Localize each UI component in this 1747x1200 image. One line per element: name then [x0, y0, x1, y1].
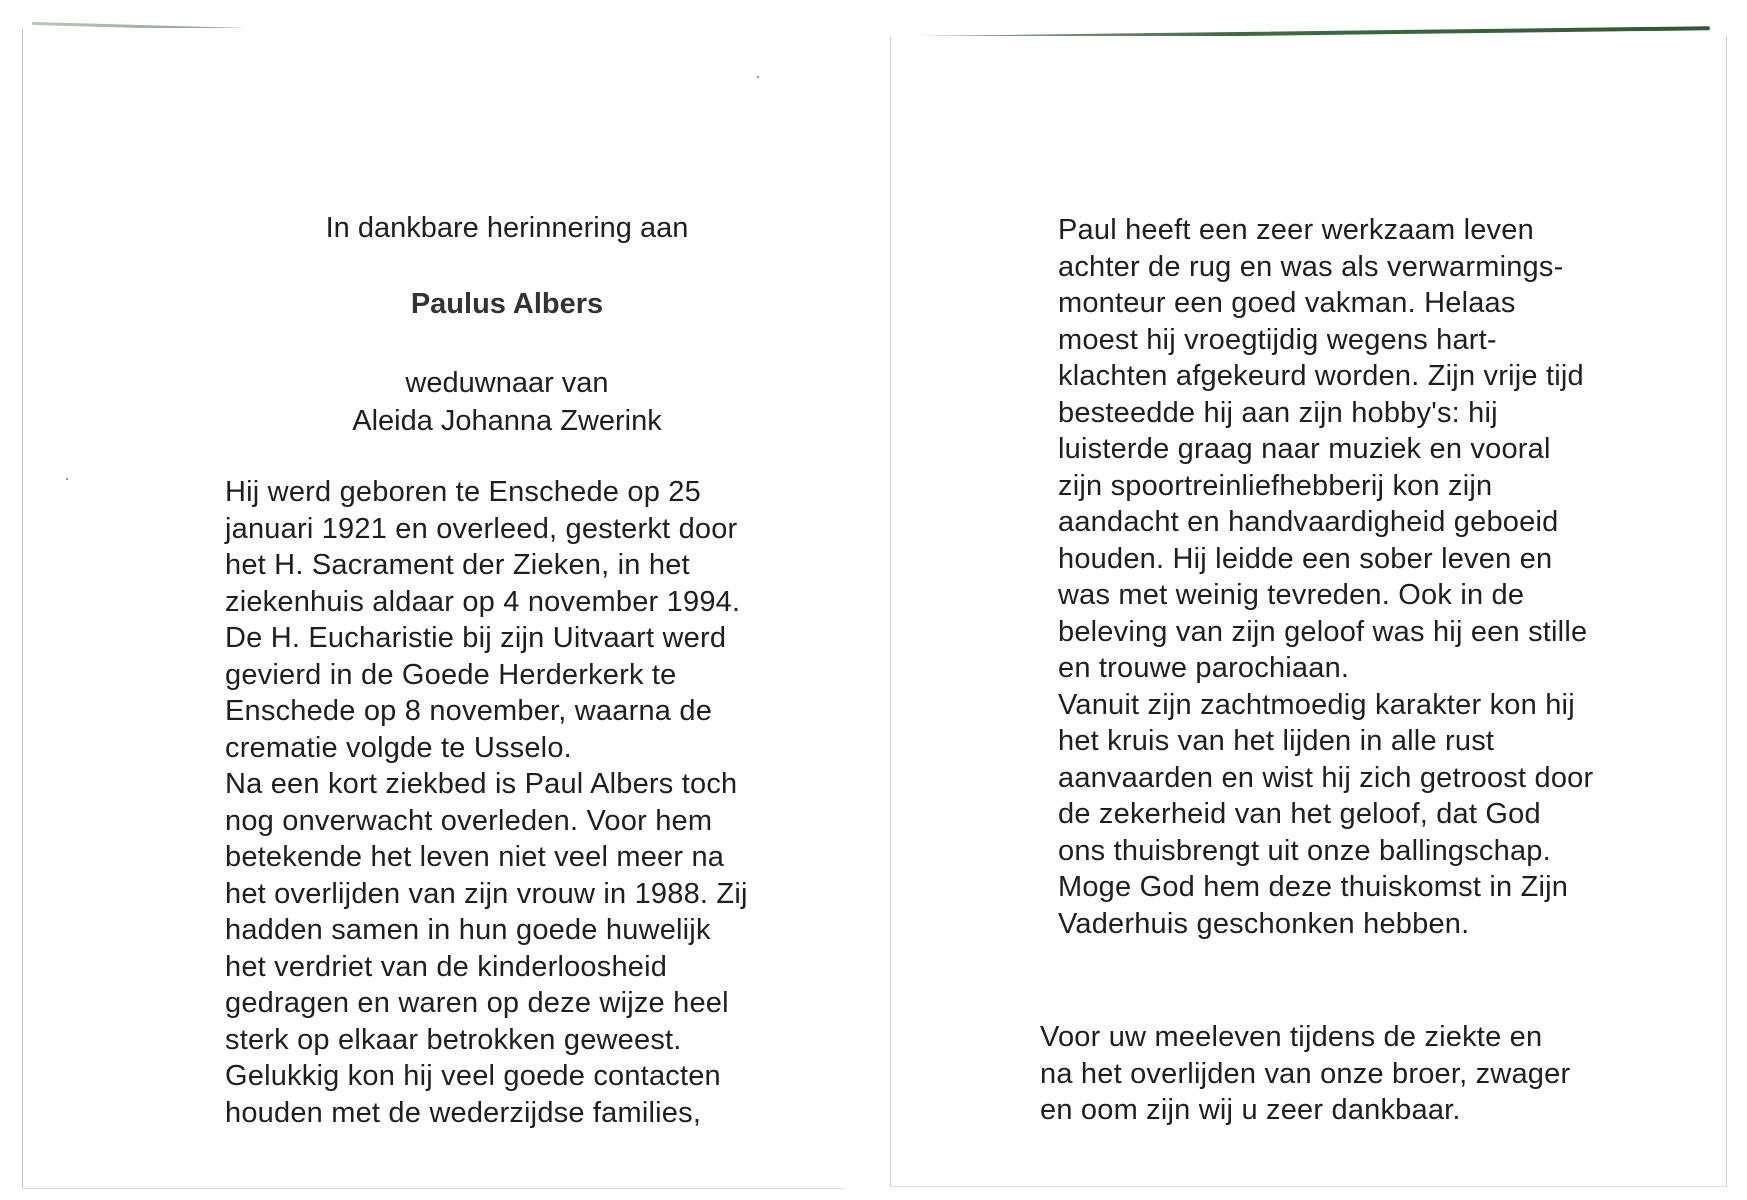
text-line: sterk op elkaar betrokken geweest. — [225, 1023, 682, 1056]
widower-label: weduwnaar van — [405, 367, 609, 399]
left-biography-text — [225, 474, 785, 1131]
scan-speck — [757, 76, 759, 78]
text-line: en oom zijn wij u zeer dankbaar. — [1040, 1094, 1461, 1126]
text-line: Gelukkig kon hij veel goede contacten — [225, 1060, 721, 1092]
text-line: zijn spoortreinliefhebberij kon zijn — [1058, 469, 1493, 502]
text-line: nog onverwacht overleden. Voor hem — [225, 804, 713, 837]
text-line: gedragen en waren op deze wijze heel — [225, 987, 729, 1019]
text-line: Voor uw meeleven tijdens de ziekte en — [1040, 1021, 1543, 1053]
text-line: gevierd in de Goede Herderkerk te — [225, 658, 677, 691]
text-line: moest hij vroegtijdig wegens hart- — [1058, 323, 1497, 356]
dedication-intro: In dankbare herinnering aan — [325, 212, 689, 244]
text-line: het H. Sacrament der Zieken, in het — [225, 549, 690, 581]
text-line: het verdriet van de kinderloosheid — [225, 950, 668, 983]
text-line: Enschede op 8 november, waarna de — [225, 695, 713, 727]
text-line: het overlijden van zijn vrouw in 1988. Zij — [225, 877, 748, 910]
text-line: crematie volgde te Usselo. — [225, 731, 572, 764]
widower-of-block — [262, 364, 752, 440]
text-line: Vanuit zijn zachtmoedig karakter kon hij — [1058, 688, 1575, 721]
text-line: na het overlijden van onze broer, zwager — [1040, 1057, 1571, 1090]
text-line: aanvaarden en wist hij zich getroost door — [1058, 761, 1594, 794]
text-line: Hij werd geboren te Enschede op 25 — [225, 476, 701, 508]
text-line: was met weinig tevreden. Ook in de — [1058, 579, 1525, 611]
text-line: Moge God hem deze thuiskomst in Zijn — [1058, 871, 1569, 903]
text-line: Paul heeft een zeer werkzaam leven — [1058, 214, 1534, 246]
text-line: het kruis van het lijden in alle rust — [1058, 725, 1495, 757]
text-line: de zekerheid van het geloof, dat God — [1058, 798, 1541, 830]
text-line: houden. Hij leidde een sober leven en — [1058, 542, 1553, 575]
text-line: besteedde hij aan zijn hobby's: hij — [1058, 396, 1498, 429]
text-line: beleving van zijn geloof was hij een stille — [1058, 615, 1588, 648]
text-line: luisterde graag naar muziek en vooral — [1058, 433, 1551, 465]
text-line: klachten afgekeurd worden. Zijn vrije tijd — [1058, 360, 1584, 392]
text-line: houden met de wederzijdse families, — [225, 1096, 702, 1129]
right-biography-text — [1058, 212, 1618, 942]
deceased-name: Paulus Albers — [410, 288, 604, 320]
text-line: hadden samen in hun goede huwelijk — [225, 914, 711, 946]
text-line: aandacht en handvaardigheid geboeid — [1058, 506, 1559, 538]
text-line: De H. Eucharistie bij zijn Uitvaart werd — [225, 622, 727, 654]
scan-speck — [66, 478, 68, 480]
text-line: ziekenhuis aldaar op 4 november 1994. — [225, 585, 741, 618]
text-line: Vaderhuis geschonken hebben. — [1058, 907, 1470, 940]
spouse-name: Aleida Johanna Zwerink — [352, 405, 662, 437]
text-line: ons thuisbrengt uit onze ballingschap. — [1058, 834, 1551, 867]
text-line: januari 1921 en overleed, gesterkt door — [225, 512, 738, 545]
text-line: en trouwe parochiaan. — [1058, 652, 1350, 684]
text-line: monteur een goed vakman. Helaas — [1058, 287, 1516, 319]
text-line: Na een kort ziekbed is Paul Albers toch — [225, 768, 738, 800]
text-line: achter de rug en was als verwarmings- — [1058, 250, 1564, 283]
closing-thanks-text — [1040, 1019, 1620, 1129]
text-line: betekende het leven niet veel meer na — [225, 841, 725, 873]
